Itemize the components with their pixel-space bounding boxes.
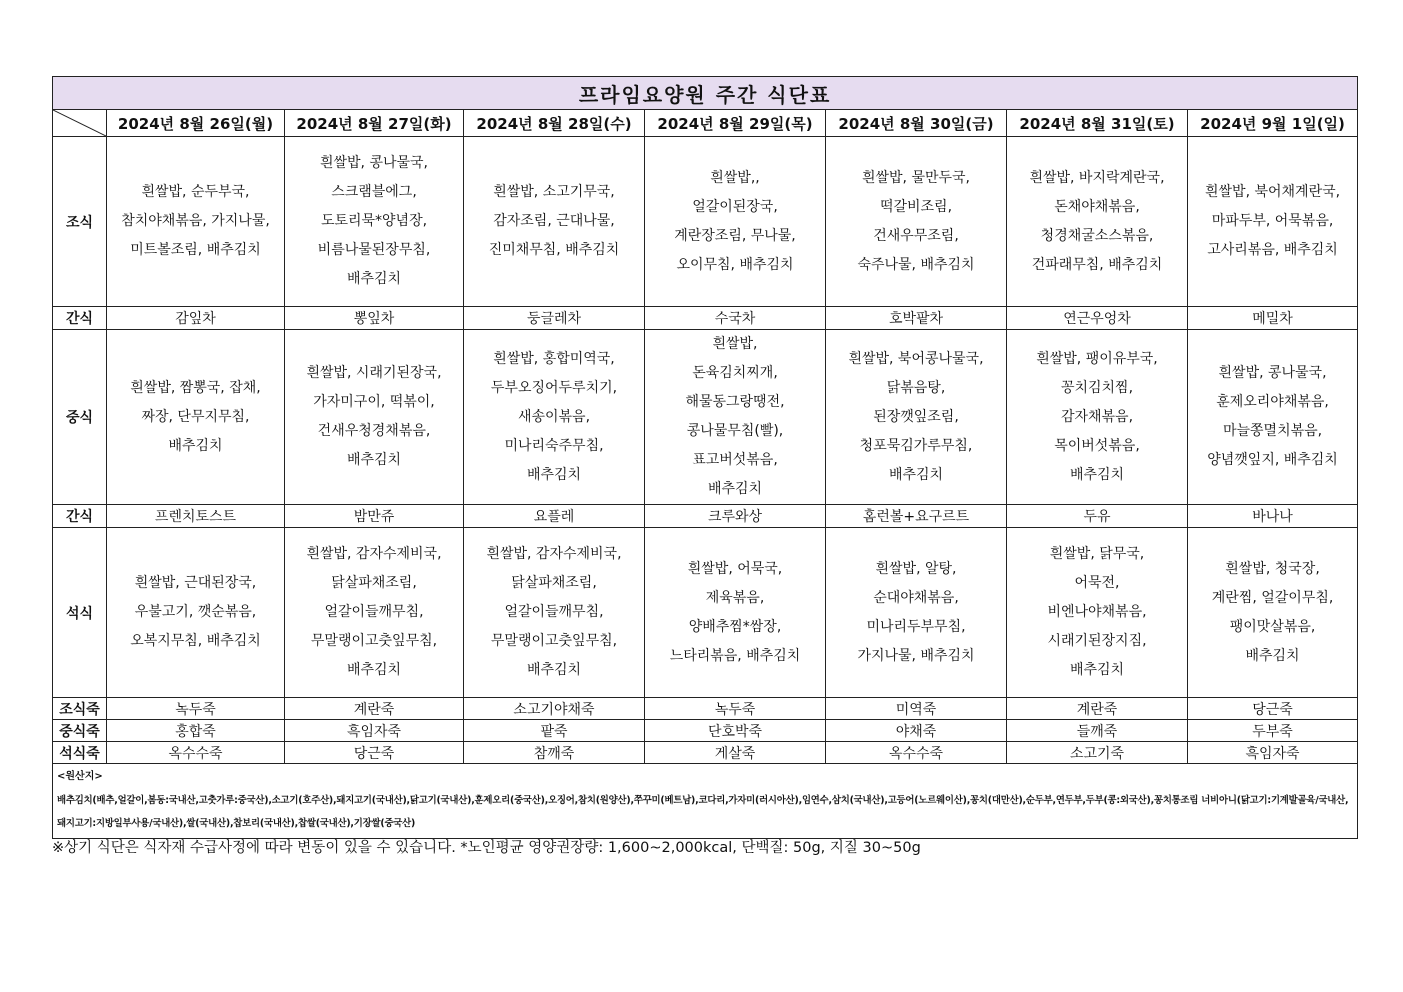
snack-cell: 요플레 — [464, 505, 645, 528]
porridge-cell: 녹두죽 — [107, 698, 285, 720]
menu-cell: 흰쌀밥, 어묵국, 제육볶음, 양배추찜*쌈장, 느타리볶음, 배추김치 — [645, 528, 826, 698]
porridge-cell: 계란죽 — [1007, 698, 1188, 720]
menu-cell: 흰쌀밥, 닭무국, 어묵전, 비엔나야채볶음, 시래기된장지짐, 배추김치 — [1007, 528, 1188, 698]
diagonal-line-icon — [53, 110, 106, 136]
row-label-porridge-breakfast: 조식죽 — [53, 698, 107, 720]
day-header: 2024년 8월 30일(금) — [826, 110, 1007, 137]
day-header: 2024년 8월 26일(월) — [107, 110, 285, 137]
origin-label: <원산지> — [57, 771, 103, 782]
menu-cell: 흰쌀밥, 콩나물국, 훈제오리야채볶음, 마늘쫑멸치볶음, 양념깻잎지, 배추김치 — [1188, 330, 1358, 505]
menu-cell: 흰쌀밥,, 얼갈이된장국, 계란장조림, 무나물, 오이무침, 배추김치 — [645, 137, 826, 307]
row-label-dinner: 석식 — [53, 528, 107, 698]
snack-cell: 연근우엉차 — [1007, 307, 1188, 330]
snack-am-row — [53, 307, 1358, 330]
day-header: 2024년 8월 28일(수) — [464, 110, 645, 137]
porridge-cell: 당근죽 — [285, 742, 464, 764]
menu-title: 프라임요양원 주간 식단표 — [53, 77, 1358, 110]
snack-cell: 홈런볼+요구르트 — [826, 505, 1007, 528]
menu-cell: 흰쌀밥, 홍합미역국, 두부오징어두루치기, 새송이볶음, 미나리숙주무침, 배추김치 — [464, 330, 645, 505]
corner-diagonal-cell — [53, 110, 107, 137]
snack-cell: 프렌치토스트 — [107, 505, 285, 528]
porridge-cell: 참깨죽 — [464, 742, 645, 764]
porridge-cell: 게살죽 — [645, 742, 826, 764]
snack-cell: 두유 — [1007, 505, 1188, 528]
snack-cell: 감잎차 — [107, 307, 285, 330]
menu-cell: 흰쌀밥, 북어채계란국, 마파두부, 어묵볶음, 고사리볶음, 배추김치 — [1188, 137, 1358, 307]
row-label-lunch: 중식 — [53, 330, 107, 505]
snack-cell: 바나나 — [1188, 505, 1358, 528]
row-label-breakfast: 조식 — [53, 137, 107, 307]
porridge-cell: 야채죽 — [826, 720, 1007, 742]
footnote: ※상기 식단은 식자재 수급사정에 따라 변동이 있을 수 있습니다. *노인평균 영양권장량: 1,600~2,000kcal, 단백질: 50g, 지질 30~50g — [52, 840, 921, 856]
origin-cell — [53, 764, 1358, 839]
menu-cell: 흰쌀밥, 알탕, 순대야채볶음, 미나리두부무침, 가지나물, 배추김치 — [826, 528, 1007, 698]
origin-text: 배추김치(배추,얼갈이,봄동:국내산,고춧가루:중국산),소고기(호주산),돼지고기(국내산),닭고기(국내산),훈제오리(중국산),오징어,참치(원양산),쭈꾸미(베트남),코다리,가자미(러시아산),임연수,삼치(국내산),고등어(노르웨이산),꽁치(대만산),순두부,연두부,두부(콩:외국산),꽁치통조림 너비아니(닭고기:기계발골육/국내산,돼지고기:지방일부사용/국내산),쌀(국내산),찹보리(국내산),찹쌀(국내산),기장쌀(중국산) — [57, 795, 1349, 829]
porridge-cell: 소고기야채죽 — [464, 698, 645, 720]
porridge-cell: 홍합죽 — [107, 720, 285, 742]
porridge-cell: 들깨죽 — [1007, 720, 1188, 742]
day-header: 2024년 8월 31일(토) — [1007, 110, 1188, 137]
snack-pm-row — [53, 505, 1358, 528]
porridge-dinner-row — [53, 742, 1358, 764]
porridge-cell: 당근죽 — [1188, 698, 1358, 720]
snack-cell: 수국차 — [645, 307, 826, 330]
porridge-cell: 옥수수죽 — [107, 742, 285, 764]
porridge-cell: 미역죽 — [826, 698, 1007, 720]
menu-cell: 흰쌀밥, 콩나물국, 스크램블에그, 도토리묵*양념장, 비름나물된장무침, 배추김치 — [285, 137, 464, 307]
menu-cell: 흰쌀밥, 바지락계란국, 돈채야채볶음, 청경채굴소스볶음, 건파래무침, 배추김치 — [1007, 137, 1188, 307]
porridge-cell: 흑임자죽 — [285, 720, 464, 742]
snack-cell: 밤만쥬 — [285, 505, 464, 528]
porridge-cell: 흑임자죽 — [1188, 742, 1358, 764]
day-header-row — [53, 110, 1358, 137]
porridge-cell: 옥수수죽 — [826, 742, 1007, 764]
porridge-lunch-row — [53, 720, 1358, 742]
snack-cell: 크루와상 — [645, 505, 826, 528]
menu-cell: 흰쌀밥, 감자수제비국, 닭살파채조림, 얼갈이들깨무침, 무말랭이고춧잎무침, 배추김치 — [285, 528, 464, 698]
porridge-cell: 소고기죽 — [1007, 742, 1188, 764]
snack-cell: 호박팥차 — [826, 307, 1007, 330]
porridge-cell: 녹두죽 — [645, 698, 826, 720]
menu-cell: 흰쌀밥, 시래기된장국, 가자미구이, 떡볶이, 건새우청경채볶음, 배추김치 — [285, 330, 464, 505]
menu-cell: 흰쌀밥, 짬뽕국, 잡채, 짜장, 단무지무침, 배추김치 — [107, 330, 285, 505]
snack-cell: 메밀차 — [1188, 307, 1358, 330]
snack-cell: 둥글레차 — [464, 307, 645, 330]
menu-cell: 흰쌀밥, 북어콩나물국, 닭볶음탕, 된장깻잎조림, 청포묵김가루무침, 배추김치 — [826, 330, 1007, 505]
row-label-porridge-dinner: 석식죽 — [53, 742, 107, 764]
lunch-row — [53, 330, 1358, 505]
porridge-cell: 단호박죽 — [645, 720, 826, 742]
day-header: 2024년 9월 1일(일) — [1188, 110, 1358, 137]
menu-cell: 흰쌀밥, 소고기무국, 감자조림, 근대나물, 진미채무침, 배추김치 — [464, 137, 645, 307]
porridge-breakfast-row — [53, 698, 1358, 720]
menu-cell: 흰쌀밥, 청국장, 계란찜, 얼갈이무침, 팽이맛살볶음, 배추김치 — [1188, 528, 1358, 698]
row-label-porridge-lunch: 중식죽 — [53, 720, 107, 742]
day-header: 2024년 8월 29일(목) — [645, 110, 826, 137]
dinner-row — [53, 528, 1358, 698]
origin-row — [53, 764, 1358, 839]
day-header: 2024년 8월 27일(화) — [285, 110, 464, 137]
snack-cell: 뽕잎차 — [285, 307, 464, 330]
breakfast-row — [53, 137, 1358, 307]
menu-cell: 흰쌀밥, 순두부국, 참치야채볶음, 가지나물, 미트볼조림, 배추김치 — [107, 137, 285, 307]
porridge-cell: 계란죽 — [285, 698, 464, 720]
porridge-cell: 팥죽 — [464, 720, 645, 742]
menu-cell: 흰쌀밥, 물만두국, 떡갈비조림, 건새우무조림, 숙주나물, 배추김치 — [826, 137, 1007, 307]
row-label-snack-am: 간식 — [53, 307, 107, 330]
menu-cell: 흰쌀밥, 감자수제비국, 닭살파채조림, 얼갈이들깨무침, 무말랭이고춧잎무침, 배추김치 — [464, 528, 645, 698]
porridge-cell: 두부죽 — [1188, 720, 1358, 742]
menu-cell: 흰쌀밥, 돈육김치찌개, 해물동그랑땡전, 콩나물무침(빨), 표고버섯볶음, 배추김치 — [645, 330, 826, 505]
menu-cell: 흰쌀밥, 근대된장국, 우불고기, 깻순볶음, 오복지무침, 배추김치 — [107, 528, 285, 698]
weekly-menu-table — [52, 76, 1358, 839]
row-label-snack-pm: 간식 — [53, 505, 107, 528]
menu-cell: 흰쌀밥, 팽이유부국, 꽁치김치찜, 감자채볶음, 목이버섯볶음, 배추김치 — [1007, 330, 1188, 505]
